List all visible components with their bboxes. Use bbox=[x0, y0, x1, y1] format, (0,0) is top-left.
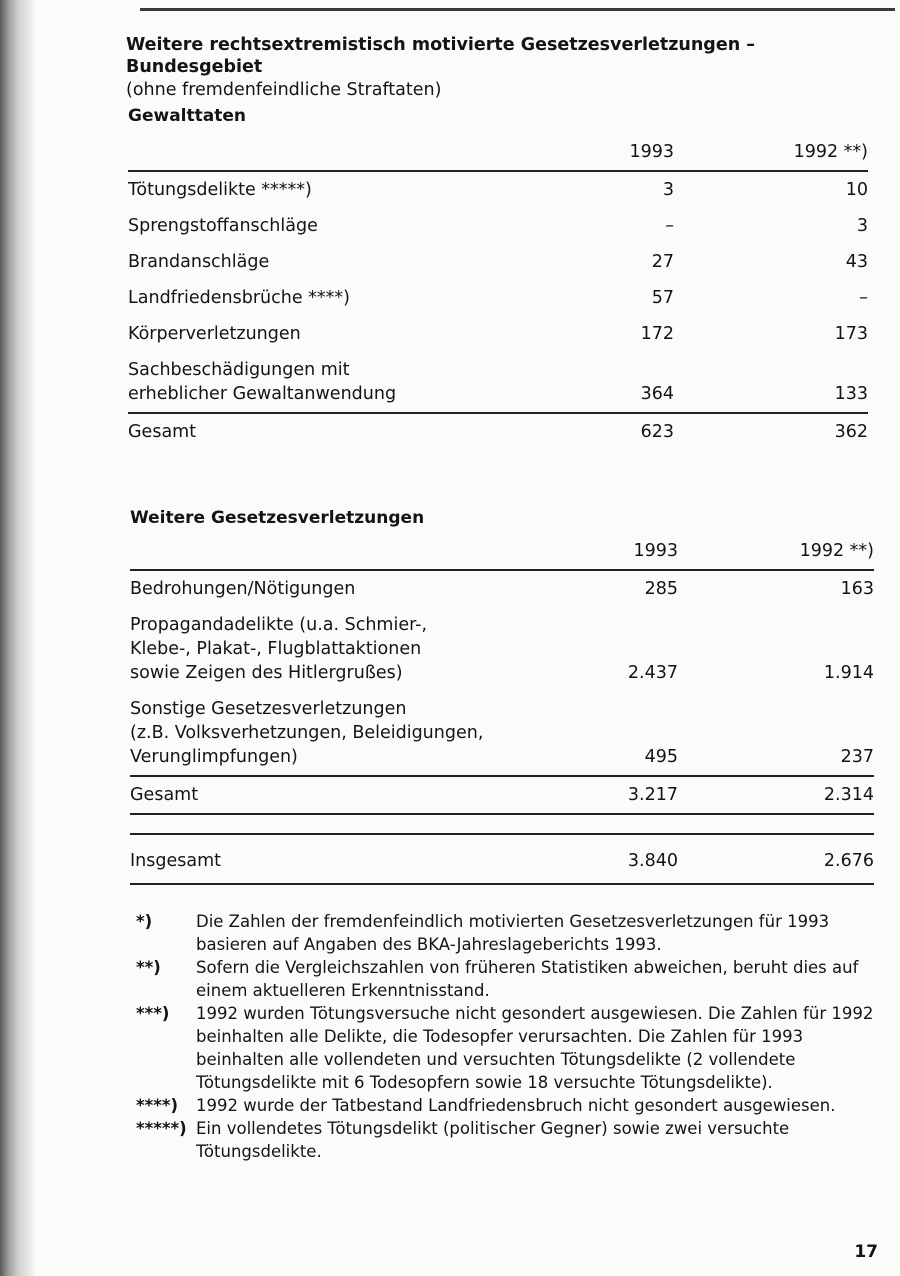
total-1992: 362 bbox=[834, 422, 868, 442]
value-1993: 495 bbox=[644, 747, 678, 767]
footnote-text: 1992 wurden Tötungsversuche nicht gesondert ausgewiesen. Die Zahlen für 1992 beinhalten alle Delikte, die Todesopfer verursachten. Die Zahlen für 1993 beinhalten alle vollendeten und versuchten Tötungsdelikte (2 vollendete Tötungsdelikte mit 6 Todesopfern sowie 18 versuchte Tötungsdelikte). bbox=[196, 1004, 874, 1092]
footnote bbox=[136, 910, 876, 956]
total-1993: 623 bbox=[640, 422, 674, 442]
table-row bbox=[130, 691, 874, 776]
value-1993: 172 bbox=[640, 324, 674, 344]
table-total-row bbox=[128, 413, 868, 450]
header-label-cell bbox=[130, 539, 550, 570]
footnote bbox=[136, 1094, 876, 1117]
value-1992: – bbox=[859, 288, 868, 308]
top-rule bbox=[140, 8, 895, 11]
table-weitere-gesetzesverletzungen bbox=[130, 539, 874, 885]
value-1992: 173 bbox=[834, 324, 868, 344]
footnote bbox=[136, 956, 876, 1002]
section-heading-weitere: Weitere Gesetzesverletzungen bbox=[130, 508, 425, 528]
table-row bbox=[128, 208, 868, 244]
footnote bbox=[136, 1117, 876, 1163]
value-1992: 43 bbox=[845, 252, 868, 272]
header-label-cell bbox=[128, 140, 548, 171]
value-1993: 285 bbox=[644, 579, 678, 599]
table-row bbox=[128, 352, 868, 413]
footnote-mark: **) bbox=[136, 958, 161, 977]
footnote-mark: ***) bbox=[136, 1004, 170, 1023]
table-row bbox=[128, 244, 868, 280]
column-header-1992: 1992 **) bbox=[799, 541, 874, 561]
row-label: Sprengstoffanschläge bbox=[128, 216, 318, 236]
value-1992: 163 bbox=[840, 579, 874, 599]
footnote-text: Die Zahlen der fremdenfeindlich motivierten Gesetzesverletzungen für 1993 basieren auf Angaben des BKA-Jahreslageberichts 1993. bbox=[196, 912, 830, 954]
grand-total-label: Insgesamt bbox=[130, 851, 221, 871]
row-label: Tötungsdelikte *****) bbox=[128, 180, 312, 200]
value-1992: 3 bbox=[856, 216, 868, 236]
row-label: Bedrohungen/Nötigungen bbox=[130, 579, 356, 599]
value-1992: 237 bbox=[840, 747, 874, 767]
document-subtitle: (ohne fremdenfeindliche Straftaten) bbox=[126, 80, 442, 100]
column-header-1993: 1993 bbox=[629, 142, 674, 162]
footnote-mark: ****) bbox=[136, 1096, 179, 1115]
value-1992: 10 bbox=[845, 180, 868, 200]
total-1993: 3.217 bbox=[627, 785, 678, 805]
value-1993: 57 bbox=[651, 288, 674, 308]
table-row bbox=[130, 570, 874, 607]
table-spacer bbox=[130, 814, 874, 834]
table-total-row bbox=[130, 776, 874, 814]
value-1993: 3 bbox=[662, 180, 674, 200]
table-row bbox=[128, 316, 868, 352]
row-label: Körperverletzungen bbox=[128, 324, 301, 344]
table-row bbox=[128, 171, 868, 208]
footnotes bbox=[136, 910, 876, 1163]
table-grand-total-row bbox=[130, 834, 874, 884]
footnote-mark: *****) bbox=[136, 1119, 187, 1138]
value-1993: 364 bbox=[640, 384, 674, 404]
footnote-text: Sofern die Vergleichszahlen von früheren Statistiken abweichen, beruht dies auf einem aktuelleren Erkenntnisstand. bbox=[196, 958, 859, 1000]
document-title: Weitere rechtsextremistisch motivierte Gesetzesverletzungen – Bundesgebiet bbox=[126, 35, 756, 77]
footnote-text: Ein vollendetes Tötungsdelikt (politischer Gegner) sowie zwei versuchte Tötungsdelikte. bbox=[196, 1119, 790, 1161]
column-header-1992: 1992 **) bbox=[793, 142, 868, 162]
page-number: 17 bbox=[854, 1242, 878, 1262]
total-1992: 2.314 bbox=[823, 785, 874, 805]
grand-total-1992: 2.676 bbox=[823, 851, 874, 871]
row-label: Sachbeschädigungen mit erheblicher Gewaltanwendung bbox=[128, 360, 397, 404]
value-1993: 27 bbox=[651, 252, 674, 272]
table-header-row bbox=[130, 539, 874, 570]
table-row bbox=[130, 607, 874, 691]
row-label: Landfriedensbrüche ****) bbox=[128, 288, 351, 308]
value-1993: – bbox=[665, 216, 674, 236]
table-row bbox=[128, 280, 868, 316]
section-heading-gewalttaten: Gewalttaten bbox=[128, 106, 246, 126]
value-1992: 1.914 bbox=[823, 663, 874, 683]
row-label: Propagandadelikte (u.a. Schmier-, Klebe-, Plakat-, Flugblattaktionen sowie Zeigen des Hitlergrußes) bbox=[130, 615, 428, 683]
value-1992: 133 bbox=[834, 384, 868, 404]
table-header-row bbox=[128, 140, 868, 171]
footnote-mark: *) bbox=[136, 912, 153, 931]
row-label: Brandanschläge bbox=[128, 252, 270, 272]
table-gewalttaten bbox=[128, 140, 868, 450]
row-label: Sonstige Gesetzesverletzungen (z.B. Volksverhetzungen, Beleidigungen, Verunglimpfungen) bbox=[130, 699, 484, 767]
footnote bbox=[136, 1002, 876, 1094]
footnote-text: 1992 wurde der Tatbestand Landfriedensbruch nicht gesondert ausgewiesen. bbox=[196, 1096, 836, 1115]
page-binding-edge bbox=[0, 0, 36, 1276]
title-block bbox=[126, 34, 866, 101]
column-header-1993: 1993 bbox=[633, 541, 678, 561]
total-label: Gesamt bbox=[128, 422, 197, 442]
total-label: Gesamt bbox=[130, 785, 199, 805]
value-1993: 2.437 bbox=[627, 663, 678, 683]
grand-total-1993: 3.840 bbox=[627, 851, 678, 871]
